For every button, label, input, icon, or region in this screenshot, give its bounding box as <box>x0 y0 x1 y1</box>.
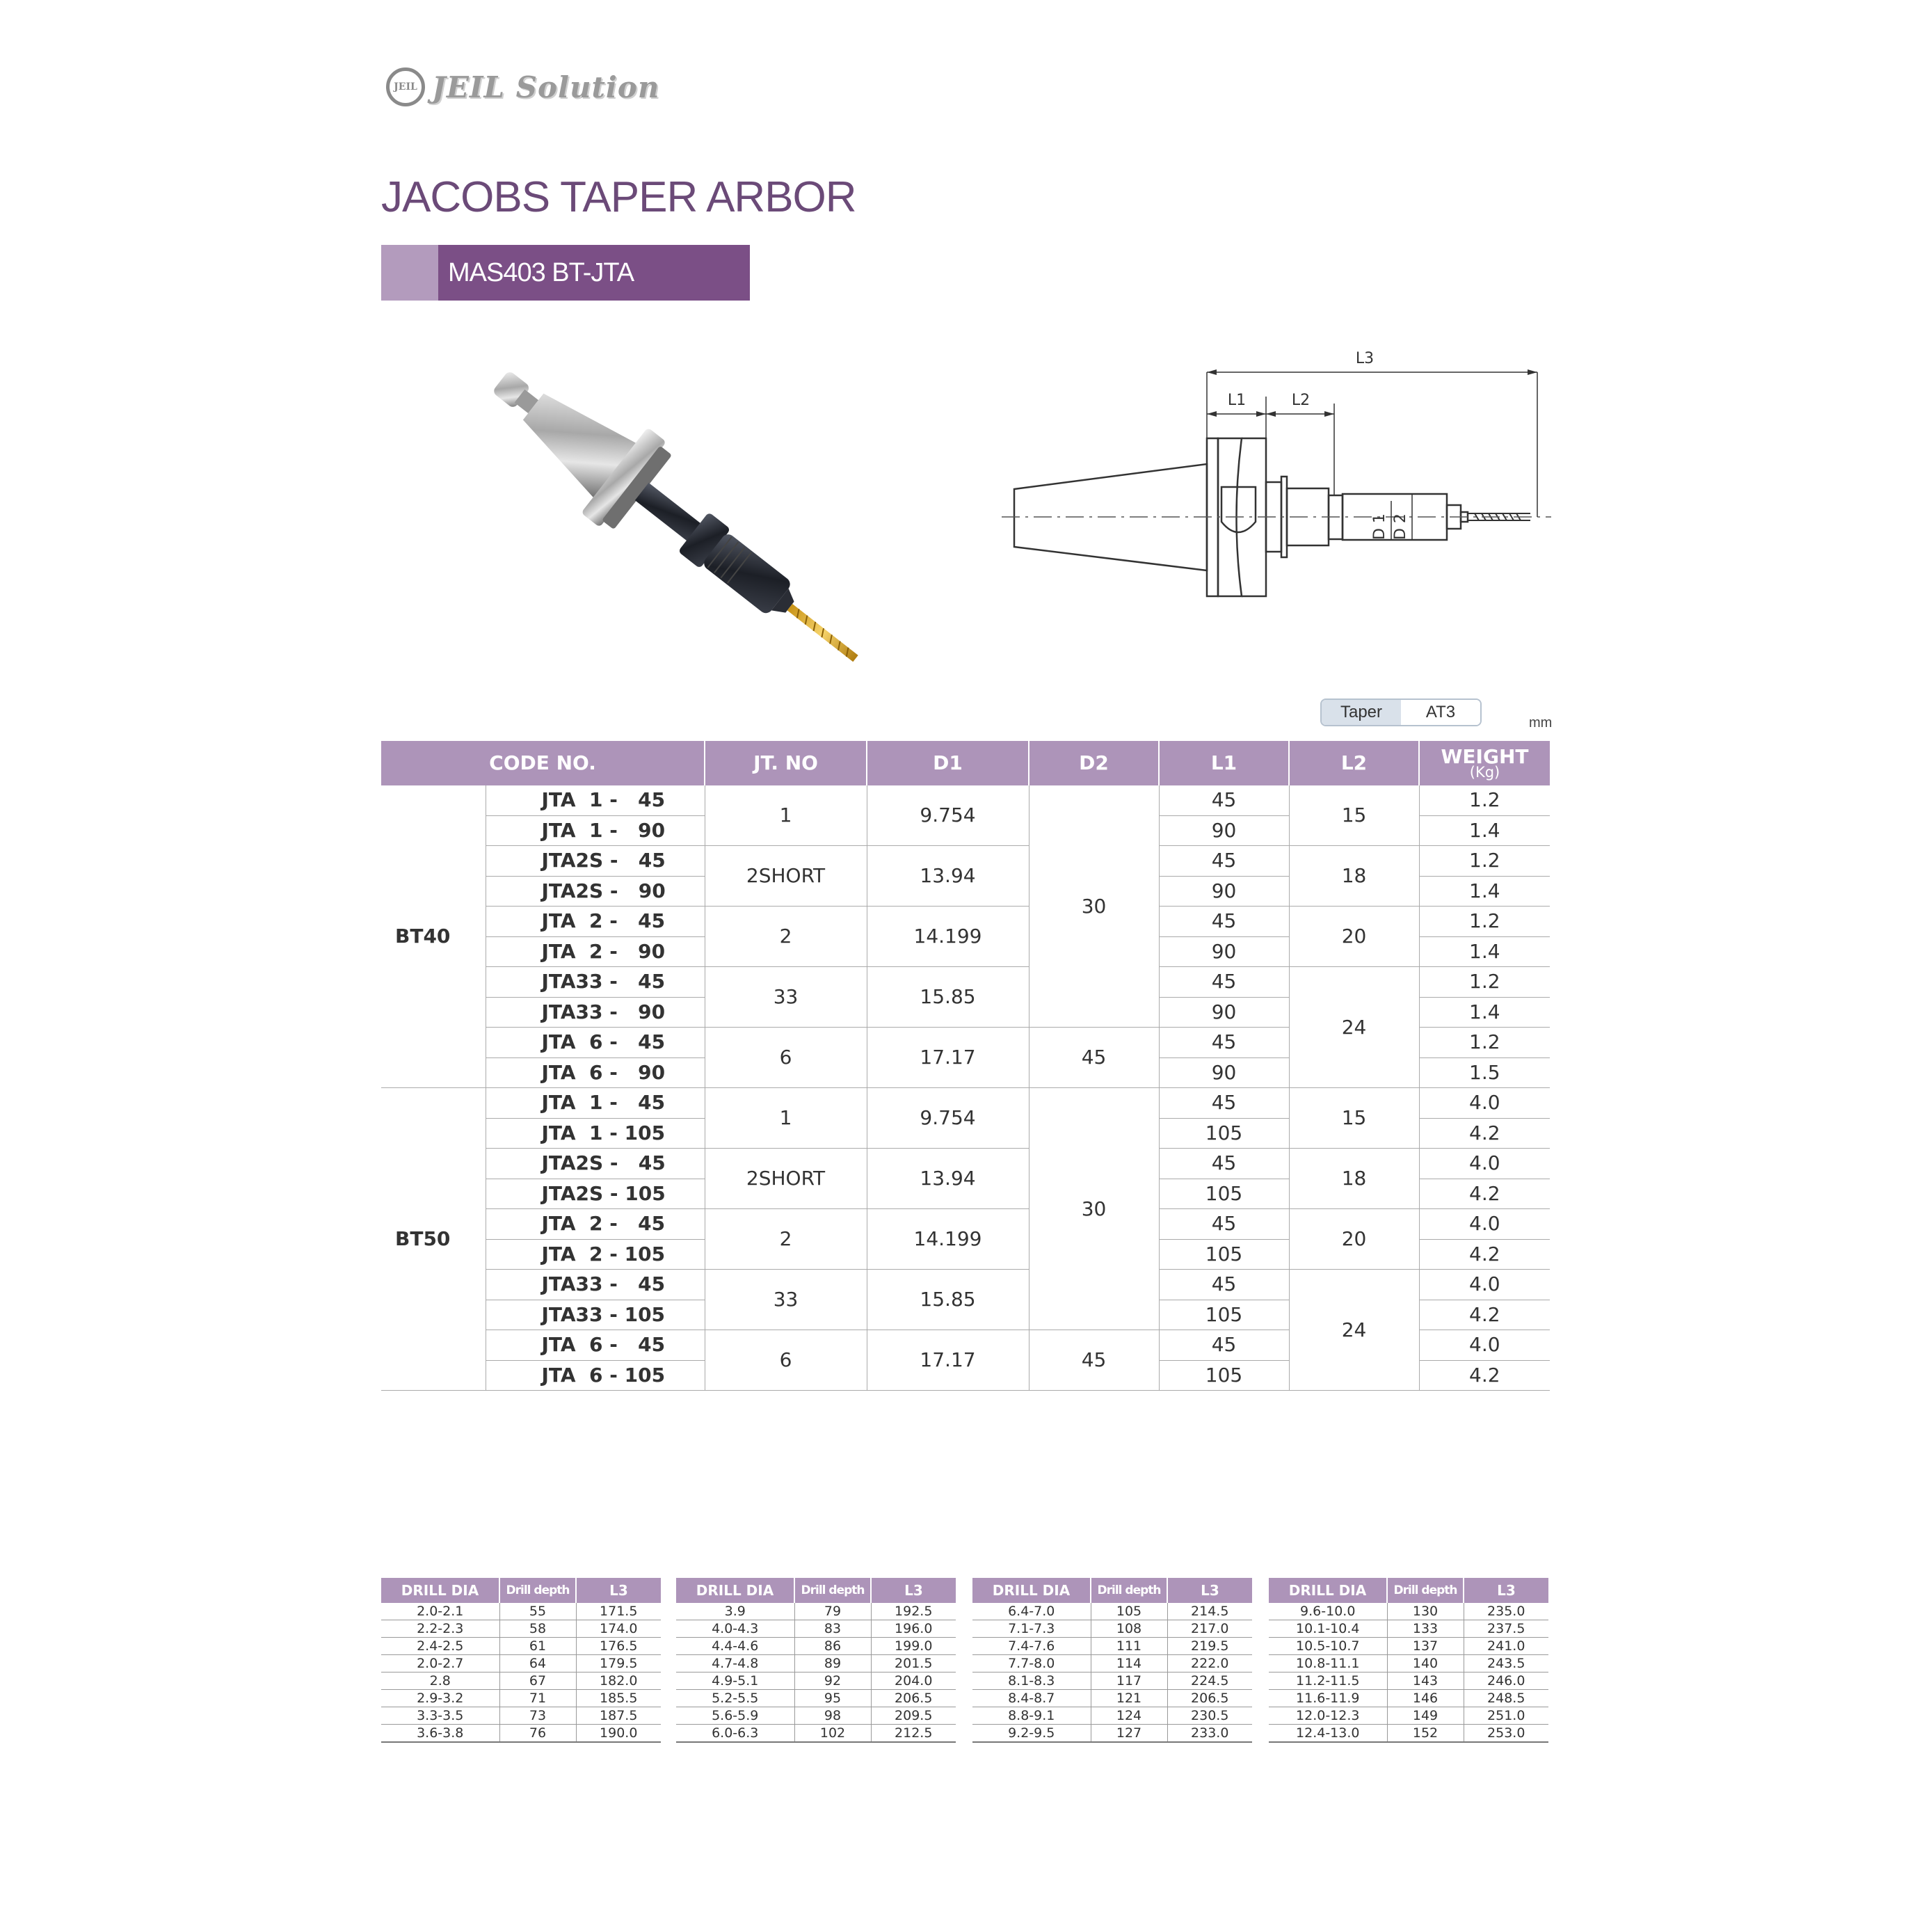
code-no: JTA33 - 45 <box>486 1270 705 1300</box>
holder-group: BT40 <box>381 785 486 1088</box>
drill-row <box>676 1603 956 1620</box>
header-weight: WEIGHT (Kg) <box>1419 741 1550 785</box>
l3-value: 176.5 <box>576 1638 661 1655</box>
drill-depth: 111 <box>1091 1638 1167 1655</box>
weight-value: 1.2 <box>1419 967 1550 998</box>
logo-text: JEIL Solution <box>432 70 660 104</box>
drill-dia: 9.6-10.0 <box>1269 1603 1387 1620</box>
drill-depth: 114 <box>1091 1655 1167 1672</box>
weight-unit: (Kg) <box>1469 763 1500 781</box>
drill-table-header <box>1269 1578 1548 1603</box>
l3-value: 206.5 <box>1167 1690 1252 1707</box>
drill-dia-header: DRILL DIA <box>972 1578 1091 1603</box>
d2-value: 45 <box>1029 1330 1159 1391</box>
drill-row <box>972 1603 1252 1620</box>
drill-table <box>1269 1578 1548 1743</box>
drill-depth: 79 <box>794 1603 871 1620</box>
drill-row <box>381 1603 661 1620</box>
weight-value: 1.5 <box>1419 1057 1550 1088</box>
d1-value: 13.94 <box>867 1149 1029 1209</box>
l3-value: 212.5 <box>871 1725 956 1743</box>
weight-value: 4.2 <box>1419 1239 1550 1270</box>
drill-dia: 9.2-9.5 <box>972 1725 1091 1743</box>
drill-row <box>381 1707 661 1725</box>
holder-group: BT50 <box>381 1088 486 1391</box>
drill-depth: 130 <box>1387 1603 1464 1620</box>
drill-depth: 152 <box>1387 1725 1464 1743</box>
drill-row <box>381 1620 661 1638</box>
drill-dia: 4.0-4.3 <box>676 1620 794 1638</box>
header-jt-no: JT. NO <box>705 741 867 785</box>
drill-dia: 2.9-3.2 <box>381 1690 499 1707</box>
drill-dia: 11.6-11.9 <box>1269 1690 1387 1707</box>
weight-value: 1.2 <box>1419 785 1550 815</box>
drill-depth: 102 <box>794 1725 871 1743</box>
weight-value: 4.0 <box>1419 1149 1550 1179</box>
drill-table-header <box>381 1578 661 1603</box>
jt-no: 1 <box>705 785 867 846</box>
drill-row <box>972 1620 1252 1638</box>
l3-value: 237.5 <box>1464 1620 1548 1638</box>
weight-value: 4.0 <box>1419 1088 1550 1119</box>
drill-row <box>1269 1603 1548 1620</box>
jt-no: 33 <box>705 1270 867 1330</box>
weight-value: 4.2 <box>1419 1118 1550 1149</box>
drill-row <box>1269 1690 1548 1707</box>
drill-dia: 4.9-5.1 <box>676 1672 794 1690</box>
drill-depth: 98 <box>794 1707 871 1725</box>
header-d2: D2 <box>1029 741 1159 785</box>
weight-value: 4.0 <box>1419 1270 1550 1300</box>
logo-mark: JEIL <box>386 67 425 106</box>
drill-dia: 11.2-11.5 <box>1269 1672 1387 1690</box>
d2-value: 30 <box>1029 785 1159 1028</box>
l3-value: 199.0 <box>871 1638 956 1655</box>
code-no: JTA2S - 90 <box>486 876 705 907</box>
drill-row <box>1269 1620 1548 1638</box>
drill-depth: 143 <box>1387 1672 1464 1690</box>
l3-value: 171.5 <box>576 1603 661 1620</box>
d1-value: 13.94 <box>867 846 1029 907</box>
drill-dia: 10.8-11.1 <box>1269 1655 1387 1672</box>
l3-value: 201.5 <box>871 1655 956 1672</box>
l1-value: 90 <box>1159 936 1289 967</box>
drill-depth: 95 <box>794 1690 871 1707</box>
dim-label-d2: D 2 <box>1392 513 1409 540</box>
taper-value: AT3 <box>1401 700 1480 725</box>
jt-no: 2SHORT <box>705 1149 867 1209</box>
code-no: JTA 2 - 45 <box>486 907 705 937</box>
subtitle-bar <box>381 245 750 301</box>
drill-dia: 12.4-13.0 <box>1269 1725 1387 1743</box>
drill-dia: 4.7-4.8 <box>676 1655 794 1672</box>
code-no: JTA2S - 45 <box>486 846 705 877</box>
drill-dia: 2.4-2.5 <box>381 1638 499 1655</box>
l3-value: 209.5 <box>871 1707 956 1725</box>
drill-row <box>381 1638 661 1655</box>
weight-value: 1.4 <box>1419 815 1550 846</box>
l3-value: 219.5 <box>1167 1638 1252 1655</box>
code-no: JTA 2 - 45 <box>486 1209 705 1240</box>
drill-table-header <box>972 1578 1252 1603</box>
drill-dia: 7.4-7.6 <box>972 1638 1091 1655</box>
drill-depth: 64 <box>499 1655 576 1672</box>
unit-label: mm <box>1529 715 1553 731</box>
weight-value: 4.0 <box>1419 1209 1550 1240</box>
drill-dia: 6.0-6.3 <box>676 1725 794 1743</box>
drill-depth: 121 <box>1091 1690 1167 1707</box>
drill-depth: 137 <box>1387 1638 1464 1655</box>
drill-table <box>972 1578 1252 1743</box>
drill-row <box>676 1638 956 1655</box>
l3-value: 206.5 <box>871 1690 956 1707</box>
l3-value: 179.5 <box>576 1655 661 1672</box>
header-d1: D1 <box>867 741 1029 785</box>
code-no: JTA33 - 90 <box>486 997 705 1028</box>
drill-dia: 5.2-5.5 <box>676 1690 794 1707</box>
drill-row <box>1269 1655 1548 1672</box>
drill-depth: 124 <box>1091 1707 1167 1725</box>
drill-dia: 3.6-3.8 <box>381 1725 499 1743</box>
l3-value: 214.5 <box>1167 1603 1252 1620</box>
drill-row <box>676 1690 956 1707</box>
weight-value: 4.2 <box>1419 1179 1550 1209</box>
l1-value: 45 <box>1159 1028 1289 1058</box>
jt-no: 6 <box>705 1330 867 1391</box>
drill-row <box>1269 1638 1548 1655</box>
l3-value: 174.0 <box>576 1620 661 1638</box>
header-l2: L2 <box>1289 741 1419 785</box>
d1-value: 14.199 <box>867 907 1029 967</box>
drill-dia: 6.4-7.0 <box>972 1603 1091 1620</box>
l1-value: 90 <box>1159 815 1289 846</box>
drill-row <box>676 1725 956 1743</box>
l2-value: 20 <box>1289 907 1419 967</box>
drill-depth: 105 <box>1091 1603 1167 1620</box>
drill-row <box>972 1725 1252 1743</box>
dim-label-d1: D 1 <box>1371 513 1388 540</box>
drill-dia: 10.1-10.4 <box>1269 1620 1387 1638</box>
drill-depth: 146 <box>1387 1690 1464 1707</box>
drill-depth: 58 <box>499 1620 576 1638</box>
company-logo <box>386 63 685 111</box>
drill-dia: 4.4-4.6 <box>676 1638 794 1655</box>
d1-value: 15.85 <box>867 1270 1029 1330</box>
d1-value: 14.199 <box>867 1209 1029 1270</box>
drill-table <box>381 1578 661 1743</box>
l3-value: 196.0 <box>871 1620 956 1638</box>
l1-value: 105 <box>1159 1360 1289 1391</box>
weight-value: 4.0 <box>1419 1330 1550 1361</box>
drill-dia: 5.6-5.9 <box>676 1707 794 1725</box>
drill-dia: 8.1-8.3 <box>972 1672 1091 1690</box>
drill-depth-header: Drill depth <box>1387 1578 1464 1603</box>
l2-value: 20 <box>1289 1209 1419 1270</box>
weight-value: 4.2 <box>1419 1360 1550 1391</box>
weight-value: 1.2 <box>1419 907 1550 937</box>
l1-value: 105 <box>1159 1118 1289 1149</box>
l2-value: 24 <box>1289 967 1419 1088</box>
weight-value: 1.2 <box>1419 1028 1550 1058</box>
drill-dia: 3.3-3.5 <box>381 1707 499 1725</box>
d1-value: 17.17 <box>867 1028 1029 1088</box>
drill-depth: 71 <box>499 1690 576 1707</box>
drill-depth: 73 <box>499 1707 576 1725</box>
spec-table <box>381 741 1550 1391</box>
header-code-no: CODE NO. <box>381 741 705 785</box>
l3-value: 190.0 <box>576 1725 661 1743</box>
drill-dia: 2.0-2.1 <box>381 1603 499 1620</box>
l1-value: 45 <box>1159 846 1289 877</box>
l2-value: 15 <box>1289 1088 1419 1149</box>
drill-depth: 55 <box>499 1603 576 1620</box>
drill-depth: 76 <box>499 1725 576 1743</box>
drill-dia: 8.4-8.7 <box>972 1690 1091 1707</box>
dim-label-l1: L1 <box>1227 392 1247 409</box>
l3-value: 222.0 <box>1167 1655 1252 1672</box>
drill-depth: 86 <box>794 1638 871 1655</box>
drill-depth: 140 <box>1387 1655 1464 1672</box>
drill-row <box>381 1690 661 1707</box>
table-row <box>381 1088 1550 1119</box>
drill-dia: 7.7-8.0 <box>972 1655 1091 1672</box>
l3-header: L3 <box>576 1578 661 1603</box>
drill-dia: 2.0-2.7 <box>381 1655 499 1672</box>
l1-value: 45 <box>1159 1270 1289 1300</box>
drill-dia-header: DRILL DIA <box>1269 1578 1387 1603</box>
l3-value: 248.5 <box>1464 1690 1548 1707</box>
l3-value: 230.5 <box>1167 1707 1252 1725</box>
table-row <box>381 1209 1550 1240</box>
code-no: JTA 6 - 90 <box>486 1057 705 1088</box>
d1-value: 17.17 <box>867 1330 1029 1391</box>
group-bt50 <box>381 1088 1550 1391</box>
code-no: JTA33 - 105 <box>486 1300 705 1330</box>
drill-depth: 61 <box>499 1638 576 1655</box>
l1-value: 105 <box>1159 1300 1289 1330</box>
code-no: JTA 1 - 45 <box>486 785 705 815</box>
d1-value: 9.754 <box>867 785 1029 846</box>
d2-value: 45 <box>1029 1028 1159 1088</box>
drill-depth: 92 <box>794 1672 871 1690</box>
drill-row <box>972 1638 1252 1655</box>
weight-value: 4.2 <box>1419 1300 1550 1330</box>
drill-dia: 12.0-12.3 <box>1269 1707 1387 1725</box>
taper-badge <box>1320 698 1482 726</box>
weight-value: 1.4 <box>1419 936 1550 967</box>
l1-value: 45 <box>1159 1209 1289 1240</box>
l1-value: 105 <box>1159 1239 1289 1270</box>
code-no: JTA2S - 45 <box>486 1149 705 1179</box>
table-row <box>381 785 1550 815</box>
l2-value: 18 <box>1289 846 1419 907</box>
jt-no: 2SHORT <box>705 846 867 907</box>
drill-dia-header: DRILL DIA <box>381 1578 499 1603</box>
drill-depth: 133 <box>1387 1620 1464 1638</box>
drill-depth: 127 <box>1091 1725 1167 1743</box>
drill-depth-header: Drill depth <box>794 1578 871 1603</box>
code-no: JTA 2 - 105 <box>486 1239 705 1270</box>
product-photo <box>445 327 904 689</box>
l3-value: 204.0 <box>871 1672 956 1690</box>
drill-table <box>676 1578 956 1743</box>
l1-value: 90 <box>1159 876 1289 907</box>
drill-row <box>676 1620 956 1638</box>
l3-value: 187.5 <box>576 1707 661 1725</box>
drill-row <box>972 1655 1252 1672</box>
code-no: JTA 1 - 105 <box>486 1118 705 1149</box>
jt-no: 2 <box>705 907 867 967</box>
drill-dia: 2.8 <box>381 1672 499 1690</box>
l3-value: 253.0 <box>1464 1725 1548 1743</box>
l1-value: 45 <box>1159 1149 1289 1179</box>
group-bt40 <box>381 785 1550 1088</box>
l2-value: 24 <box>1289 1270 1419 1391</box>
drill-row <box>1269 1725 1548 1743</box>
code-no: JTA 2 - 90 <box>486 936 705 967</box>
d1-value: 9.754 <box>867 1088 1029 1149</box>
drill-row <box>972 1707 1252 1725</box>
code-no: JTA 6 - 105 <box>486 1360 705 1391</box>
jt-no: 1 <box>705 1088 867 1149</box>
drill-dia-header: DRILL DIA <box>676 1578 794 1603</box>
drill-row <box>676 1672 956 1690</box>
l1-value: 45 <box>1159 907 1289 937</box>
code-no: JTA 1 - 45 <box>486 1088 705 1119</box>
drill-depth: 83 <box>794 1620 871 1638</box>
taper-label: Taper <box>1322 700 1401 725</box>
table-row <box>381 1270 1550 1300</box>
l3-value: 246.0 <box>1464 1672 1548 1690</box>
drill-row <box>381 1725 661 1743</box>
drill-dia: 10.5-10.7 <box>1269 1638 1387 1655</box>
drill-row <box>381 1655 661 1672</box>
l3-value: 251.0 <box>1464 1707 1548 1725</box>
dim-label-l3: L3 <box>1355 350 1375 367</box>
subtitle-bar-accent <box>381 245 438 301</box>
l3-value: 233.0 <box>1167 1725 1252 1743</box>
d1-value: 15.85 <box>867 967 1029 1028</box>
table-row <box>381 1149 1550 1179</box>
drill-depth: 89 <box>794 1655 871 1672</box>
drill-row <box>1269 1672 1548 1690</box>
l1-value: 90 <box>1159 1057 1289 1088</box>
l3-value: 217.0 <box>1167 1620 1252 1638</box>
table-row <box>381 967 1550 998</box>
drill-depth: 149 <box>1387 1707 1464 1725</box>
drill-row <box>972 1690 1252 1707</box>
dim-label-l2: L2 <box>1291 392 1311 409</box>
l1-value: 105 <box>1159 1179 1289 1209</box>
table-row <box>381 907 1550 937</box>
drill-row <box>381 1672 661 1690</box>
l3-value: 241.0 <box>1464 1638 1548 1655</box>
drill-depth: 108 <box>1091 1620 1167 1638</box>
drill-dia: 2.2-2.3 <box>381 1620 499 1638</box>
jt-no: 33 <box>705 967 867 1028</box>
drill-dia: 3.9 <box>676 1603 794 1620</box>
jt-no: 6 <box>705 1028 867 1088</box>
l3-value: 235.0 <box>1464 1603 1548 1620</box>
drill-row <box>1269 1707 1548 1725</box>
l3-value: 185.5 <box>576 1690 661 1707</box>
l1-value: 90 <box>1159 997 1289 1028</box>
weight-value: 1.4 <box>1419 997 1550 1028</box>
weight-value: 1.2 <box>1419 846 1550 877</box>
l1-value: 45 <box>1159 1088 1289 1119</box>
l3-value: 224.5 <box>1167 1672 1252 1690</box>
d2-value: 30 <box>1029 1088 1159 1330</box>
l2-value: 18 <box>1289 1149 1419 1209</box>
drill-depth: 67 <box>499 1672 576 1690</box>
drill-depth-header: Drill depth <box>1091 1578 1167 1603</box>
drill-dia: 7.1-7.3 <box>972 1620 1091 1638</box>
l2-value: 15 <box>1289 785 1419 846</box>
page-title: JACOBS TAPER ARBOR <box>381 173 856 221</box>
l1-value: 45 <box>1159 1330 1289 1361</box>
code-no: JTA33 - 45 <box>486 967 705 998</box>
code-no: JTA 6 - 45 <box>486 1028 705 1058</box>
l3-value: 192.5 <box>871 1603 956 1620</box>
l1-value: 45 <box>1159 785 1289 815</box>
spec-table-header <box>381 741 1550 785</box>
header-l1: L1 <box>1159 741 1289 785</box>
l3-header: L3 <box>1464 1578 1548 1603</box>
drill-row <box>972 1672 1252 1690</box>
code-no: JTA 1 - 90 <box>486 815 705 846</box>
weight-value: 1.4 <box>1419 876 1550 907</box>
l3-value: 182.0 <box>576 1672 661 1690</box>
jt-no: 2 <box>705 1209 867 1270</box>
l3-header: L3 <box>871 1578 956 1603</box>
subtitle: MAS403 BT-JTA <box>438 245 750 301</box>
l1-value: 45 <box>1159 967 1289 998</box>
table-row <box>381 846 1550 877</box>
drill-depth: 117 <box>1091 1672 1167 1690</box>
drill-dia: 8.8-9.1 <box>972 1707 1091 1725</box>
code-no: JTA 6 - 45 <box>486 1330 705 1361</box>
drill-depth-header: Drill depth <box>499 1578 576 1603</box>
l3-value: 243.5 <box>1464 1655 1548 1672</box>
technical-drawing <box>1002 341 1551 640</box>
drill-table-header <box>676 1578 956 1603</box>
code-no: JTA2S - 105 <box>486 1179 705 1209</box>
drill-row <box>676 1707 956 1725</box>
l3-header: L3 <box>1167 1578 1252 1603</box>
drill-row <box>676 1655 956 1672</box>
